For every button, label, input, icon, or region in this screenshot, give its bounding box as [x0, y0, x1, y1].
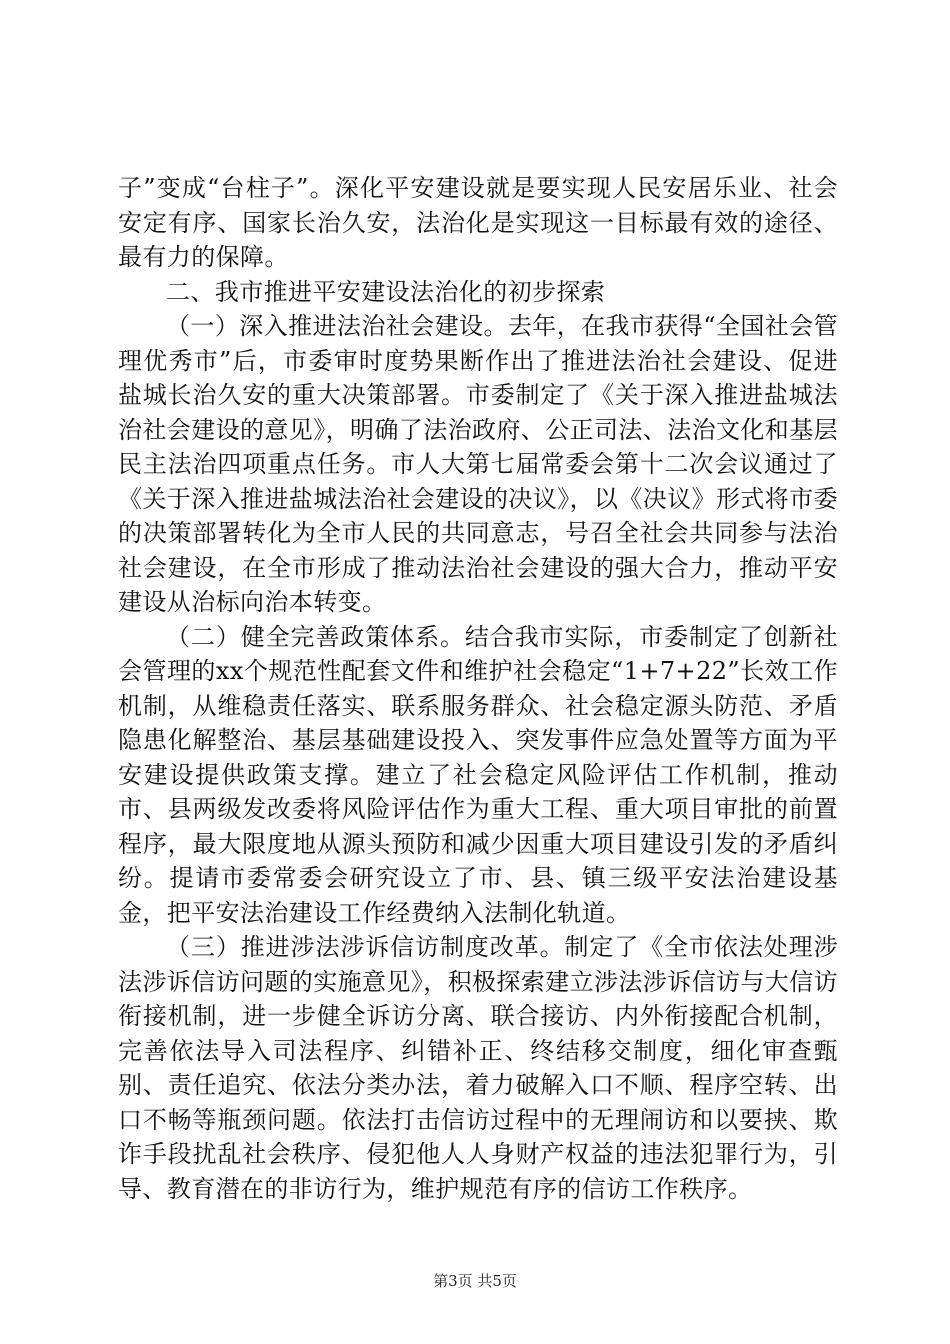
paragraph-law-society: （一）深入推进法治社会建设。去年，在我市获得“全国社会管理优秀市”后，市委审时度势果断作出了推进法治社会建设、促进盐城长治久安的重大决策部署。市委制定了《关于深入推进盐城法治社会建设的意见》，明确了法治政府、公正司法、法治文化和基层民主法治四项重点任务。市人大第七届常委会第十二次会议通过了《关于深入推进盐城法治社会建设的决议》，以《决议》形式将市委的决策部署转化为全市人民的共同意志，号召全社会共同参与法治社会建设，在全市形成了推动法治社会建设的强大合力，推动平安建设从治标向治本转变。 — [118, 312, 838, 616]
page-footer: 第3页 共5页 — [433, 1272, 517, 1290]
paragraph-petition-reform: （三）推进涉法涉诉信访制度改革。制定了《全市依法处理涉法涉诉信访问题的实施意见》，积极探索建立涉法涉诉信访与大信访衔接机制，进一步健全诉访分离、联合接访、内外衔接配合机制，完善依法导入司法程序、纠错补正、终结移交制度，细化审查甄别、责任追究、依法分类办法，着力破解入口不顺、程序空转、出口不畅等瓶颈问题。依法打击信访过程中的无理闹访和以要挟、欺诈手段扰乱社会秩序、侵犯他人人身财产权益的违法犯罪行为，引导、教育潜在的非访行为，维护规范有序的信访工作秩序。 — [118, 933, 838, 1203]
paragraph-continuation: 子”变成“台柱子”。深化平安建设就是要实现人民安居乐业、社会安定有序、国家长治久安，法治化是实现这一目标最有效的途径、最有力的保障。 — [118, 174, 838, 271]
document-body — [118, 171, 838, 1206]
section-heading: 二、我市推进平安建设法治化的初步探索 — [166, 277, 606, 306]
paragraph-policy-system: （二）健全完善政策体系。结合我市实际，市委制定了创新社会管理的xx个规范性配套文件和维护社会稳定“1+7+22”长效工作机制，从维稳责任落实、联系服务群众、社会稳定源头防范、矛盾隐患化解整治、基层基础建设投入、突发事件应急处置等方面为平安建设提供政策支撑。建立了社会稳定风险评估工作机制，推动市、县两级发改委将风险评估作为重大工程、重大项目审批的前置程序，最大限度地从源头预防和减少因重大项目建设引发的矛盾纠纷。提请市委常委会研究设立了市、县、镇三级平安法治建设基金，把平安法治建设工作经费纳入法制化轨道。 — [118, 622, 838, 927]
